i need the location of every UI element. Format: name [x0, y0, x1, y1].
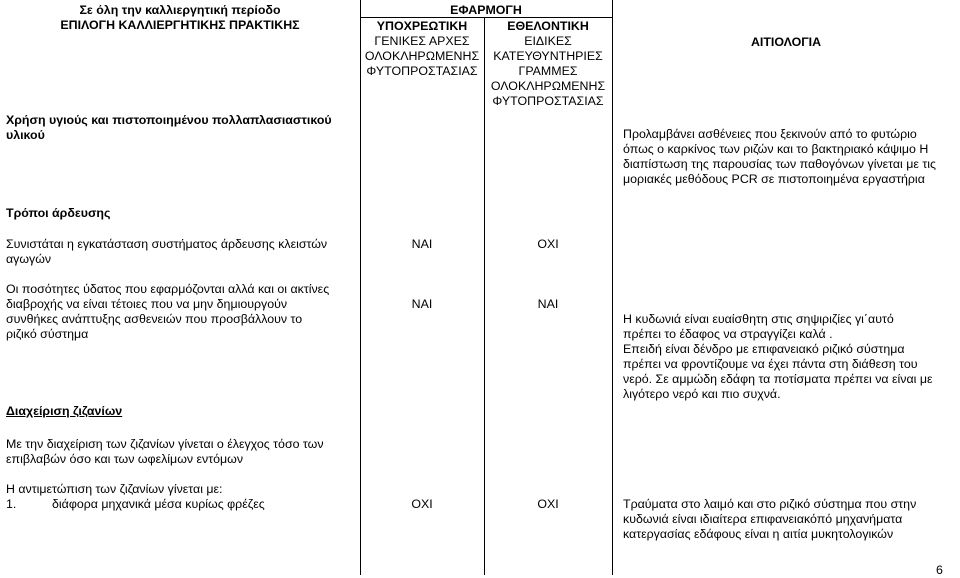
voluntary-sub-2: ΚΑΤΕΥΘΥΝΤΗΡΙΕΣ: [493, 49, 603, 63]
voluntary-sub-1: ΕΙΔΙΚΕΣ: [524, 34, 572, 48]
row-weed-justification: [623, 497, 956, 542]
weed-mandatory-value: ΟΧΙ: [411, 497, 433, 511]
water-mandatory-value: ΝΑΙ: [411, 297, 433, 311]
header-justification: ΑΙΤΙΟΛΟΓΙΑ: [750, 35, 822, 49]
mandatory-sub-3: ΦΥΤΟΠΡΟΣΤΑΣΙΑΣ: [366, 64, 478, 78]
page-number: 6: [936, 563, 943, 577]
header-practice: ΕΠΙΛΟΓΗ ΚΑΛΛΙΕΡΓΗΤΙΚΗΣ ΠΡΑΚΤΙΚΗΣ: [60, 18, 300, 32]
water-just-line-3: Επειδή είναι δένδρο με επιφανειακό ριζικό σύστημα: [623, 342, 905, 356]
weed-method-item-text: διάφορα μηχανικά μέσα κυρίως φρέζες: [52, 497, 265, 511]
mandatory-sub-2: ΟΛΟΚΛΗΡΩΜΕΝΗΣ: [364, 49, 480, 63]
water-just-line-1: Η κυδωνιά είναι ευαίσθητη στις σηψιριζίες γι΄αυτό: [623, 312, 894, 326]
row-water-justification: [623, 312, 956, 402]
weed-intro-line-2: επιβλαβών όσο και των ωφελίμων εντόμων: [6, 452, 244, 466]
weed-voluntary-value: ΟΧΙ: [537, 497, 559, 511]
material-just-line-3: διαπίστωση της παρουσίας των παθογόνων γίνεται με τις: [623, 157, 936, 171]
weed-just-line-2: κυδωνιά είναι ιδιαίτερα επιφανειακόπό μηχανήματα: [623, 512, 903, 526]
weed-intro: [6, 437, 356, 467]
material-label-line-2: υλικού: [6, 128, 45, 142]
header-mandatory: [360, 19, 484, 79]
row-material-justification: [623, 127, 958, 187]
material-label-line-1: Χρήση υγιούς και πιστοποιημένου πολλαπλασιαστικού: [6, 113, 332, 127]
water-label-line-4: ριζικό σύστημα: [6, 327, 89, 341]
water-voluntary-value: ΝΑΙ: [537, 297, 559, 311]
mandatory-title: ΥΠΟΧΡΕΩΤΙΚΗ: [376, 19, 468, 33]
row-irrigation-label: [6, 237, 356, 267]
water-just-line-5: νερό. Σε αμμώδη εδάφη τα ποτίσματα πρέπει να είναι με: [623, 372, 933, 386]
material-just-line-2: όπως ο καρκίνος των ριζών και το βακτηριακό κάψιμο Η: [623, 142, 929, 156]
irrigation-label-line-2: αγωγών: [6, 252, 52, 266]
water-label-line-2: διαβροχής να είναι τέτοιες που να μην δημιουργούν: [6, 297, 288, 311]
irrigation-heading: Τρόποι άρδευσης: [6, 206, 111, 220]
water-just-line-6: λιγότερο νερό και πιο συχνά.: [623, 387, 781, 401]
material-just-line-1: Προλαμβάνει ασθένειες που ξεκινούν από το φυτώριο: [623, 127, 917, 141]
row-material-label: [6, 113, 356, 143]
voluntary-sub-3: ΓΡΑΜΜΕΣ: [518, 64, 578, 78]
water-label-line-1: Οι ποσότητες ύδατος που εφαρμόζονται αλλά και οι ακτίνες: [6, 282, 330, 296]
irrigation-voluntary-value: ΟΧΙ: [537, 237, 559, 251]
row-water-label: [6, 282, 356, 342]
weed-heading: Διαχείριση ζιζανίων: [6, 404, 123, 418]
water-just-line-2: πρέπει το έδαφος να στραγγίζει καλά .: [623, 327, 833, 341]
header-period: Σε όλη την καλλιεργητική περίοδο: [79, 3, 281, 17]
weed-just-line-1: Τραύματα στο λαιμό και στο ριζικό σύστημα που στην: [623, 497, 917, 511]
irrigation-label-line-1: Συνιστάται η εγκατάσταση συστήματος άρδευσης κλειστών: [6, 237, 328, 251]
voluntary-title: ΕΘΕΛΟΝΤΙΚΗ: [507, 19, 589, 33]
weed-intro-line-1: Με την διαχείριση των ζιζανίων γίνεται ο έλεγχος τόσο των: [6, 437, 324, 451]
voluntary-sub-4: ΟΛΟΚΛΗΡΩΜΕΝΗΣ: [490, 79, 606, 93]
header-application: ΕΦΑΡΜΟΓΗ: [450, 3, 522, 17]
weed-just-line-3: κατεργασίας εδάφους είναι η αιτία μυκητολογικών: [623, 527, 894, 541]
mandatory-sub-1: ΓΕΝΙΚΕΣ ΑΡΧΕΣ: [374, 34, 470, 48]
weed-method-item-number: 1.: [6, 497, 17, 511]
material-just-line-4: μοριακές μεθόδους PCR σε πιστοποιημένα εργαστήρια: [623, 172, 925, 186]
divider-col-1: [360, 0, 361, 575]
voluntary-sub-5: ΦΥΤΟΠΡΟΣΤΑΣΙΑΣ: [492, 94, 604, 108]
weed-method-intro: Η αντιμετώπιση των ζιζανίων γίνεται με:: [6, 482, 223, 496]
header-voluntary: [484, 19, 612, 109]
water-just-line-4: πρέπει να φροντίζουμε να έχει πάντα στη διάθεση του: [623, 357, 918, 371]
divider-col-3: [612, 0, 613, 575]
irrigation-mandatory-value: ΝΑΙ: [411, 237, 433, 251]
water-label-line-3: συνθήκες ανάπτυξης ασθενειών που προσβάλλουν το: [6, 312, 303, 326]
